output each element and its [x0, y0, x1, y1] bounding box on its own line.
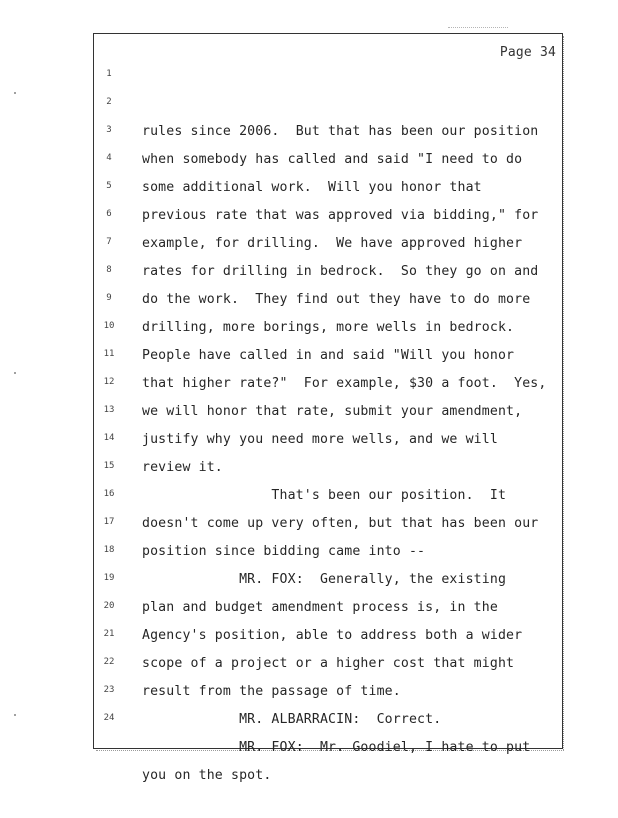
line-number: 19: [103, 573, 115, 583]
line-text: plan and budget amendment process is, in the: [142, 600, 498, 615]
line-text: justify why you need more wells, and we will: [142, 432, 498, 447]
line-number: 18: [103, 545, 115, 555]
line-text: that higher rate?" For example, $30 a foot. Yes,: [142, 376, 547, 391]
line-text: some additional work. Will you honor that: [142, 180, 482, 195]
line-number: 12: [103, 377, 115, 387]
line-text: do the work. They find out they have to do more: [142, 292, 531, 307]
line-number: 20: [103, 601, 115, 611]
line-number: 16: [103, 489, 115, 499]
line-text: position since bidding came into --: [142, 544, 426, 559]
line-number: 6: [106, 209, 112, 219]
line-number: 23: [103, 685, 115, 695]
scan-artifact-dot: [14, 714, 16, 716]
line-text: rules since 2006. But that has been our position: [142, 124, 539, 139]
line-text: result from the passage of time.: [142, 684, 401, 699]
line-number: 21: [103, 629, 115, 639]
line-text: rates for drilling in bedrock. So they go on and: [142, 264, 539, 279]
line-number: 11: [103, 349, 115, 359]
line-text: doesn't come up very often, but that has been our: [142, 516, 539, 531]
line-text: That's been our position. It: [142, 488, 507, 503]
line-number: 4: [106, 153, 112, 163]
line-number: 22: [103, 657, 115, 667]
line-text: MR. ALBARRACIN: Correct.: [142, 712, 442, 727]
line-number: 7: [106, 237, 112, 247]
line-text: review it.: [142, 460, 223, 475]
scan-artifact-dot: [14, 372, 16, 374]
line-number: 1: [106, 69, 112, 79]
line-text: scope of a project or a higher cost that might: [142, 656, 515, 671]
line-text: MR. FOX: Mr. Goodiel, I hate to put: [142, 740, 531, 755]
line-number: 8: [106, 265, 112, 275]
line-number: 9: [106, 293, 112, 303]
line-text: example, for drilling. We have approved higher: [142, 236, 523, 251]
line-text: you on the spot.: [142, 768, 272, 783]
line-number: 15: [103, 461, 115, 471]
line-number: 13: [103, 405, 115, 415]
line-number: 5: [106, 181, 112, 191]
line-text: we will honor that rate, submit your amendment,: [142, 404, 523, 419]
line-number: 14: [103, 433, 115, 443]
line-text: People have called in and said "Will you honor: [142, 348, 515, 363]
scan-artifact-dot: [14, 92, 16, 94]
page-number: Page 34: [499, 45, 556, 60]
transcript-line: [96, 62, 558, 139]
line-number: 24: [103, 713, 115, 723]
line-number: 17: [103, 517, 115, 527]
frame-shadow-right: [563, 36, 566, 750]
line-number: 2: [106, 97, 112, 107]
line-text: when somebody has called and said "I need to do: [142, 152, 523, 167]
line-text: Agency's position, able to address both a wider: [142, 628, 523, 643]
line-number: 3: [106, 125, 112, 135]
scan-artifact-top: [448, 27, 508, 29]
transcript-body: [96, 62, 558, 783]
line-text: previous rate that was approved via bidding," for: [142, 208, 539, 223]
line-text: drilling, more borings, more wells in bedrock.: [142, 320, 515, 335]
line-number: 10: [103, 321, 115, 331]
line-text: MR. FOX: Generally, the existing: [142, 572, 507, 587]
